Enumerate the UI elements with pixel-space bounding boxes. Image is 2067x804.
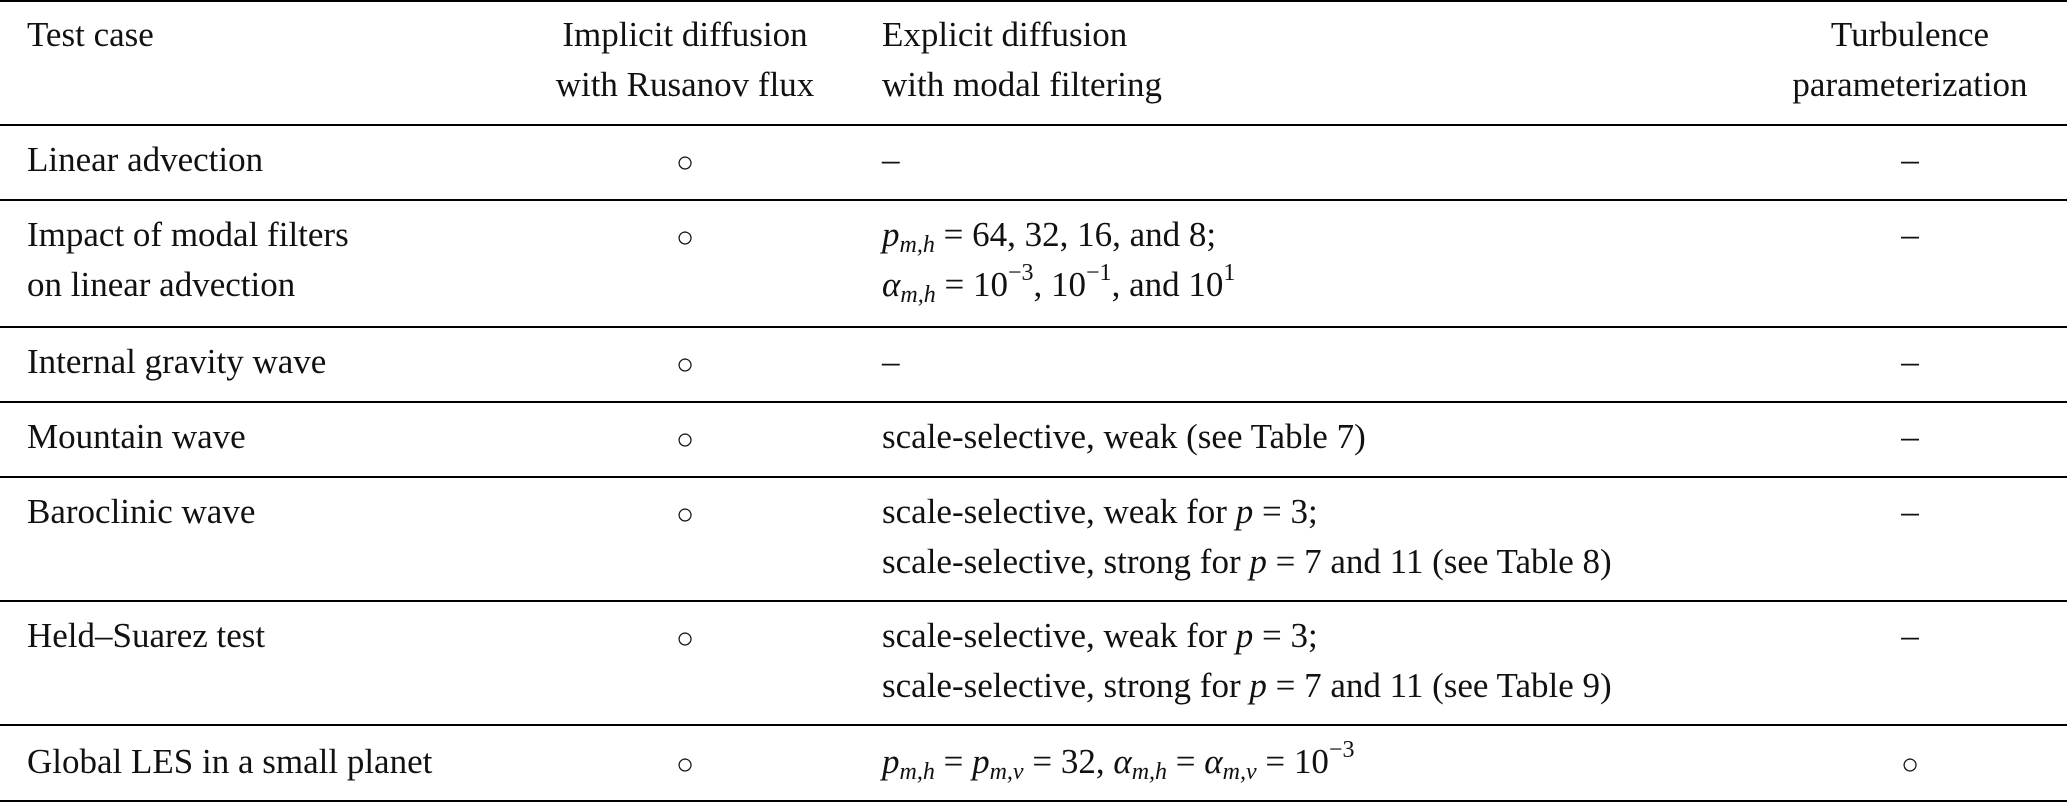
row-baroclinic-wave-explicit xyxy=(882,487,1612,587)
rule-row-1 xyxy=(0,199,2067,201)
rule-row-6 xyxy=(0,724,2067,726)
row-linear-advection-implicit: ○ xyxy=(675,146,695,179)
rule-top xyxy=(0,0,2067,2)
row-global-les-test-case: Global LES in a small planet xyxy=(27,742,433,781)
modal-filters-orders-line: $p_{m,h} = 64$, 32, 16, and 8; xyxy=(882,215,1217,258)
row-linear-advection-turbulence: – xyxy=(1901,140,1919,179)
row-linear-advection-test-case: Linear advection xyxy=(27,140,264,179)
rule-header xyxy=(0,124,2067,126)
row-modal-filters-test-case: Impact of modal filters on linear advection xyxy=(27,215,349,304)
row-mountain-wave-turbulence: – xyxy=(1901,417,1919,456)
row-gravity-wave-turbulence: – xyxy=(1901,342,1919,381)
rule-row-3 xyxy=(0,401,2067,403)
row-baroclinic-wave-implicit: ○ xyxy=(675,498,695,531)
row-global-les-explicit: $p_{m,h} = p_{m,v} = 32$, $\alpha_{m,h} = \alpha_{m,v} = 10^{-3}$ xyxy=(882,737,1355,785)
row-modal-filters-turbulence: – xyxy=(1901,215,1919,254)
rule-bottom xyxy=(0,800,2067,802)
row-gravity-wave-explicit: – xyxy=(882,342,900,381)
row-baroclinic-wave-test-case: Baroclinic wave xyxy=(27,492,256,531)
row-gravity-wave-test-case: Internal gravity wave xyxy=(27,342,327,381)
row-mountain-wave-implicit: ○ xyxy=(675,423,695,456)
row-held-suarez-explicit xyxy=(882,611,1612,711)
rule-row-2 xyxy=(0,326,2067,328)
row-baroclinic-wave-turbulence: – xyxy=(1901,492,1919,531)
row-held-suarez-test-case: Held–Suarez test xyxy=(27,616,266,655)
baroclinic-weak-line: scale-selective, weak for p = 3; xyxy=(882,492,1318,531)
held-suarez-weak-line: scale-selective, weak for p = 3; xyxy=(882,616,1318,655)
modal-filters-strengths-line: $\alpha_{m,h} = 10^{-3}$, $10^{-1}$, and $10^1$ xyxy=(882,260,1236,308)
row-held-suarez-turbulence: – xyxy=(1901,616,1919,655)
baroclinic-strong-line: scale-selective, strong for p = 7 and 11 (see Table 8) xyxy=(882,542,1612,581)
header-explicit-diffusion: Explicit diffusion with modal filtering xyxy=(882,15,1162,104)
row-mountain-wave-test-case: Mountain wave xyxy=(27,417,246,456)
rule-row-5 xyxy=(0,600,2067,602)
row-global-les-turbulence: ○ xyxy=(1900,748,1920,781)
row-gravity-wave-implicit: ○ xyxy=(675,348,695,381)
held-suarez-strong-line: scale-selective, strong for p = 7 and 11 (see Table 9) xyxy=(882,666,1612,705)
header-turbulence: Turbulence parameterization xyxy=(1792,15,2028,104)
row-held-suarez-implicit: ○ xyxy=(675,622,695,655)
row-modal-filters-explicit xyxy=(882,210,1235,310)
row-modal-filters-implicit: ○ xyxy=(675,221,695,254)
row-mountain-wave-explicit: scale-selective, weak (see Table 7) xyxy=(882,417,1366,456)
row-global-les-implicit: ○ xyxy=(675,748,695,781)
header-test-case: Test case xyxy=(27,15,154,54)
rule-row-4 xyxy=(0,476,2067,478)
row-linear-advection-explicit: – xyxy=(882,140,900,179)
header-implicit-diffusion: Implicit diffusion with Rusanov flux xyxy=(555,15,815,104)
